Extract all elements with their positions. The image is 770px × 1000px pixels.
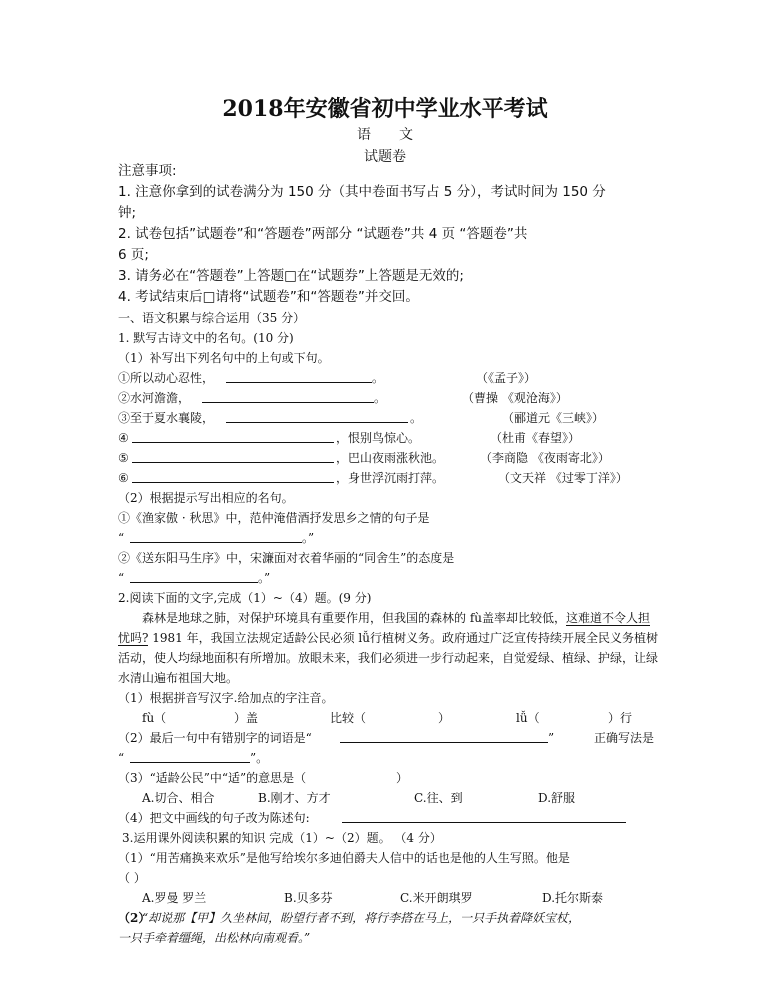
- option-a[interactable]: A.切合、相合: [142, 791, 215, 805]
- answer-blank[interactable]: [342, 808, 626, 823]
- option-d[interactable]: D.托尔斯泰: [542, 891, 604, 905]
- q1-hint-2-answer: “ 。”: [118, 568, 658, 588]
- q3-s1-paren: （ ）: [118, 871, 146, 885]
- q3-title: 3.运用课外阅读积累的知识 完成（1）~（2）题。 （4 分）: [122, 831, 442, 845]
- q1-item-5: ⑤ ，巴山夜雨涨秋池。 （李商隐 《夜雨寄北》）: [118, 448, 658, 468]
- q1-sub1: （1）补写出下列名句中的上句或下句。: [118, 351, 330, 365]
- q2-s3: （3）“适龄公民”中“适”的意思是（ ）: [118, 771, 409, 785]
- notice-line: 1. 注意你拿到的试卷满分为 150 分（其中卷面书写占 5 分），考试时间为 150 分: [118, 184, 606, 200]
- q2-passage: 森林是地球之肺，对保护环境具有重要作用，但我国的森林的 fù盖率却比较低，这难道不令人担忧吗? 1981 年，我国立法规定适龄公民必须 lǚ行植树义务。政府通过广泛宣传持续开展全民义务植树活动，使人均绿地面积有所增加。放眼未来，我们必须进一步行动起来，自觉爱绿、植绿、护绿，让绿水清山遍布祖国大地。: [118, 611, 659, 685]
- option-b[interactable]: B.贝多芬: [284, 891, 333, 905]
- q3-s2: （2） “却说那【甲】久坐林间，盼望行者不到，将行李搭在马上，一只手执着降妖宝杖，: [118, 911, 581, 925]
- q1-item-6: ⑥ ，身世浮沉雨打萍。 （文天祥 《过零丁洋》）: [118, 468, 658, 488]
- q1-item-2: ②水河澹澹， 。 （曹操 《观沧海》）: [118, 388, 658, 408]
- q2-s4: （4）把文中画线的句子改为陈述句:: [118, 808, 658, 828]
- q2-s3-options: [118, 788, 658, 808]
- option-c[interactable]: C.米开朗琪罗: [400, 891, 473, 905]
- section-1: [118, 308, 658, 948]
- q1-title: 1. 默写古诗文中的名句。(10 分): [118, 331, 294, 345]
- answer-blank[interactable]: [130, 568, 258, 583]
- option-a[interactable]: A.罗曼 罗兰: [142, 891, 207, 905]
- q2-s1: （1）根据拼音写汉字.给加点的字注音。: [118, 691, 334, 705]
- notice-block: [118, 161, 678, 308]
- q2-s2: （2）最后一句中有错别字的词语是“ ” 正确写法是: [118, 728, 658, 748]
- q3-options: [118, 888, 658, 908]
- booklet-label: 试题卷: [364, 149, 406, 165]
- answer-blank[interactable]: [226, 408, 408, 423]
- q1-hint-1-answer: “ 。”: [118, 528, 658, 548]
- answer-blank[interactable]: [202, 388, 374, 403]
- answer-blank[interactable]: [130, 748, 250, 763]
- q2-title: 2.阅读下面的文字,完成（1）~（4）题。(9 分): [118, 591, 372, 605]
- q2-s2-answer: “ ”。: [118, 748, 658, 768]
- subject-label: 语 文: [357, 127, 413, 143]
- notice-line: 2. 试卷包括”试题卷”和“答题卷”两部分 “试题卷”共 4 页 “答题卷”共: [118, 226, 528, 242]
- option-c[interactable]: C.往、到: [414, 791, 463, 805]
- underlined-sentence: 这难道不令人担忧吗?: [118, 611, 651, 645]
- q1-item-1: ①所以动心忍性， 。 （《孟子》）: [118, 368, 658, 388]
- q1-hint-2: ②《送东阳马生序》中，宋濂面对衣着华丽的“同舍生”的态度是: [118, 551, 455, 565]
- answer-blank[interactable]: [132, 468, 334, 483]
- q2-s1-blanks: fù（ ）盖 比较（ ） lǚ（ ）行: [142, 711, 633, 725]
- answer-blank[interactable]: [226, 368, 372, 383]
- answer-blank[interactable]: [340, 728, 548, 743]
- answer-blank[interactable]: [130, 528, 302, 543]
- option-d[interactable]: D.舒服: [538, 791, 576, 805]
- option-b[interactable]: B.刚才、方才: [258, 791, 331, 805]
- exam-title: 2018年安徽省初中学业水平考试: [222, 96, 548, 122]
- q1-sub2: （2）根据提示写出相应的名句。: [118, 491, 294, 505]
- section-heading: 一、语文积累与综合运用（35 分）: [118, 311, 306, 325]
- q3-s2-cont: 一只手牵着缰绳，出松林向南观看。”: [118, 931, 311, 945]
- answer-blank[interactable]: [132, 448, 334, 463]
- notice-heading: 注意事项:: [118, 163, 177, 179]
- q1-hint-1: ①《渔家傲 · 秋思》中，范仲淹借酒抒发思乡之情的句子是: [118, 511, 430, 525]
- q3-s1: （1）“用苦痛换来欢乐”是他写给埃尔多迪伯爵夫人信中的话也是他的人生写照。他是: [118, 851, 570, 865]
- notice-line: 4. 考试结束后□请将“试题卷”和“答题卷”并交回。: [118, 289, 419, 305]
- notice-line: 钟;: [118, 205, 137, 221]
- answer-blank[interactable]: [132, 428, 334, 443]
- q1-item-3: ③至于夏水襄陵， 。 （郦道元《三峡》）: [118, 408, 658, 428]
- notice-line: 6 页;: [118, 247, 149, 263]
- notice-line: 3. 请务必在“答题卷”上答题□在“试题券”上答题是无效的;: [118, 268, 464, 284]
- q1-item-4: ④ ，恨别鸟惊心。 （杜甫《春望》）: [118, 428, 658, 448]
